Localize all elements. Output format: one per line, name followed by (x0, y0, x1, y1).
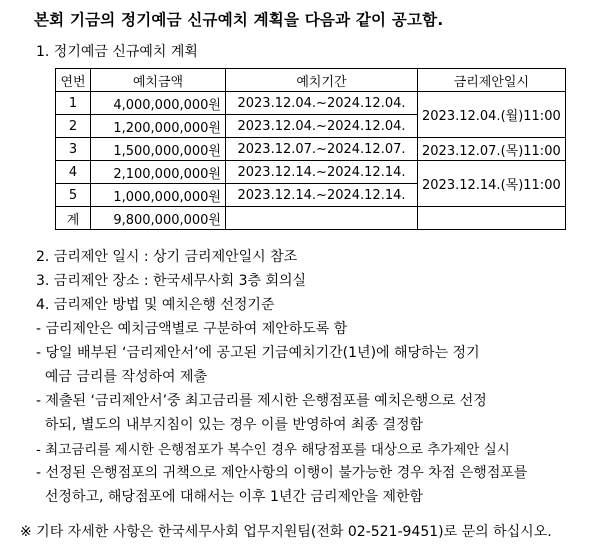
row-amount: 1,500,000,000원 (91, 138, 226, 161)
section-2-heading: 2. 금리제안 일시 : 상기 금리제안일시 참조 (36, 249, 298, 265)
section-1-heading: 1. 정기예금 신규예치 계획 (36, 44, 198, 60)
bullet-line: 선정하고, 해당점포에 대해서는 이후 1년간 금리제안을 제한함 (36, 489, 424, 505)
row-no: 5 (56, 184, 91, 207)
section-4-heading: 4. 금리제안 방법 및 예치은행 선정기준 (36, 297, 275, 313)
row-period: 2023.12.07.~2024.12.07. (226, 138, 418, 161)
bullet-line: - 최고금리를 제시한 은행점포가 복수인 경우 해당점포를 대상으로 추가제안 실시 (36, 442, 510, 458)
row-bid-date: 2023.12.14.(목)11:00 (418, 161, 566, 207)
table-row (56, 92, 566, 115)
header-period: 예치기간 (226, 69, 418, 92)
total-amount: 9,800,000,000원 (91, 207, 226, 230)
table-header-row (56, 69, 566, 92)
row-no: 4 (56, 161, 91, 184)
row-amount: 1,000,000,000원 (91, 184, 226, 207)
notice-title: 본회 기금의 정기예금 신규예치 계획을 다음과 같이 공고함. (34, 11, 444, 29)
row-amount: 2,100,000,000원 (91, 161, 226, 184)
deposit-plan-table (55, 68, 566, 230)
header-no: 연번 (56, 69, 91, 92)
total-label: 계 (56, 207, 91, 230)
bullet-line: - 금리제안은 예치금액별로 구분하여 제안하도록 함 (36, 321, 348, 337)
row-bid-date: 2023.12.07.(목)11:00 (418, 138, 566, 161)
row-period: 2023.12.04.~2024.12.04. (226, 115, 418, 138)
bullet-line: 예금 금리를 작성하여 제출 (36, 369, 208, 385)
row-amount: 1,200,000,000원 (91, 115, 226, 138)
row-bid-date: 2023.12.04.(월)11:00 (418, 92, 566, 138)
total-period-empty (226, 207, 418, 230)
row-period: 2023.12.04.~2024.12.04. (226, 92, 418, 115)
bullet-line: - 선정된 은행점포의 귀책으로 제안사항의 이행이 불가능한 경우 차점 은행점포를 (36, 465, 528, 481)
total-bid-empty (418, 207, 566, 230)
table-row (56, 161, 566, 184)
header-bid-date: 금리제안일시 (418, 69, 566, 92)
bullet-line: 하되, 별도의 내부지침이 있는 경우 이를 반영하여 최종 결정함 (36, 417, 424, 433)
table-total-row (56, 207, 566, 230)
bullet-line: - 당일 배부된 ‘금리제안서’에 공고된 기금예치기간(1년)에 해당하는 정기 (36, 345, 480, 361)
row-period: 2023.12.14.~2024.12.14. (226, 184, 418, 207)
row-amount: 4,000,000,000원 (91, 92, 226, 115)
section-3-heading: 3. 금리제안 장소 : 한국세무사회 3층 회의실 (36, 273, 307, 289)
bullet-line: - 제출된 ‘금리제안서’중 최고금리를 제시한 은행점포를 예치은행으로 선정 (36, 393, 487, 409)
contact-note: ※ 기타 자세한 사항은 한국세무사회 업무지원팀(전화 02-521-9451)로 문의 하십시오. (20, 524, 552, 540)
table-row (56, 138, 566, 161)
row-no: 2 (56, 115, 91, 138)
row-no: 3 (56, 138, 91, 161)
row-period: 2023.12.14.~2024.12.14. (226, 161, 418, 184)
header-amount: 예치금액 (91, 69, 226, 92)
row-no: 1 (56, 92, 91, 115)
